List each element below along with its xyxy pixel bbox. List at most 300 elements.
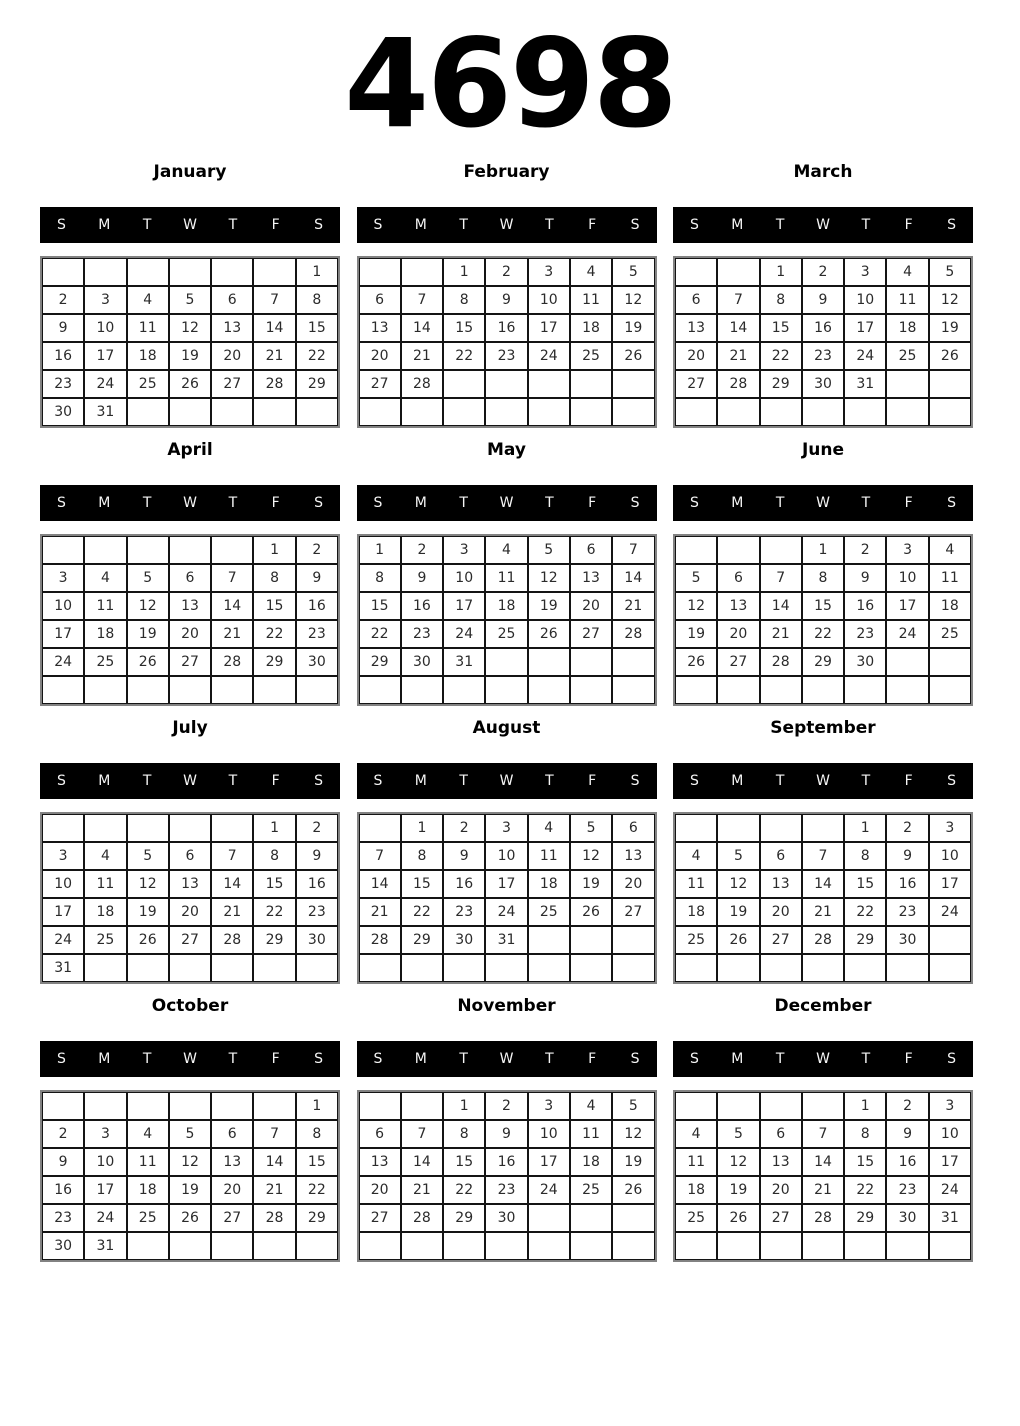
day-cell: 16 [443,870,485,898]
day-cell: 30 [42,398,84,426]
day-cell: 13 [760,870,802,898]
day-cell: 11 [127,314,169,342]
weekday-label: M [731,1051,744,1067]
day-cell: 24 [929,898,971,926]
day-cell: 9 [296,842,338,870]
week-row [675,926,971,954]
year-title: 4698 [344,13,676,155]
day-cell: 7 [211,564,253,592]
day-cell: 3 [485,814,527,842]
day-cell: 5 [169,286,211,314]
month-day-grid [673,256,973,428]
weekday-label: W [183,1051,197,1067]
empty-day-cell [844,954,886,982]
weekday-label: F [904,495,913,511]
empty-day-cell [675,536,717,564]
day-cell: 2 [443,814,485,842]
day-cell: 16 [886,870,928,898]
day-cell: 25 [570,1176,612,1204]
day-cell: 28 [359,926,401,954]
day-cell: 5 [612,258,654,286]
day-cell: 15 [253,592,295,620]
empty-day-cell [401,258,443,286]
empty-day-cell [802,1092,844,1120]
empty-day-cell [675,1092,717,1120]
month-title: June [801,440,845,460]
day-cell: 5 [528,536,570,564]
day-cell: 30 [886,926,928,954]
day-cell: 29 [844,926,886,954]
day-cell: 15 [844,870,886,898]
empty-day-cell [570,398,612,426]
month-november [357,988,657,1262]
week-row [359,592,655,620]
weekday-label: T [775,495,785,511]
weekday-label: M [731,773,744,789]
week-row [42,564,338,592]
day-cell: 8 [253,564,295,592]
day-cell: 31 [485,926,527,954]
day-cell: 16 [886,1148,928,1176]
day-cell: 22 [443,1176,485,1204]
day-cell: 16 [802,314,844,342]
day-cell: 23 [844,620,886,648]
day-cell: 18 [127,342,169,370]
empty-day-cell [127,676,169,704]
empty-day-cell [485,398,527,426]
day-cell: 28 [760,648,802,676]
empty-day-cell [612,398,654,426]
empty-day-cell [84,258,126,286]
empty-day-cell [528,648,570,676]
empty-day-cell [760,1232,802,1260]
weekday-label: W [816,773,830,789]
empty-day-cell [169,398,211,426]
month-day-grid [673,1090,973,1262]
weekday-label: W [816,1051,830,1067]
day-cell: 17 [929,1148,971,1176]
empty-day-cell [929,648,971,676]
weekday-label: S [630,495,640,511]
day-cell: 22 [844,1176,886,1204]
day-cell: 8 [443,286,485,314]
day-cell: 6 [612,814,654,842]
day-cell: 27 [211,370,253,398]
empty-day-cell [401,1092,443,1120]
week-row [675,1092,971,1120]
day-cell: 12 [675,592,717,620]
empty-day-cell [296,676,338,704]
day-cell: 9 [42,314,84,342]
empty-day-cell [612,926,654,954]
month-day-grid [357,812,657,984]
empty-day-cell [844,1232,886,1260]
day-cell: 17 [929,870,971,898]
day-cell: 8 [802,564,844,592]
day-cell: 24 [84,370,126,398]
day-cell: 25 [675,1204,717,1232]
weekday-header-row [673,1041,973,1077]
day-cell: 22 [253,898,295,926]
day-cell: 27 [675,370,717,398]
week-row [42,258,338,286]
empty-day-cell [169,1232,211,1260]
weekday-label: T [545,1051,554,1067]
empty-day-cell [802,814,844,842]
empty-day-cell [485,648,527,676]
week-row [359,814,655,842]
day-cell: 10 [886,564,928,592]
day-cell: 1 [844,1092,886,1120]
day-cell: 28 [717,370,759,398]
day-cell: 18 [485,592,527,620]
weekday-label: M [414,217,427,233]
empty-day-cell [717,536,759,564]
month-title: March [793,162,853,182]
weekday-label: S [56,217,66,233]
day-cell: 10 [929,1120,971,1148]
day-cell: 5 [169,1120,211,1148]
weekday-header-row [357,485,657,521]
week-row [359,926,655,954]
empty-day-cell [169,536,211,564]
weekday-label: S [373,495,383,511]
day-cell: 15 [802,592,844,620]
day-cell: 19 [929,314,971,342]
day-cell: 14 [401,1148,443,1176]
day-cell: 10 [844,286,886,314]
day-cell: 29 [359,648,401,676]
empty-day-cell [570,370,612,398]
week-row [42,286,338,314]
week-row [42,370,338,398]
empty-day-cell [717,676,759,704]
empty-day-cell [675,814,717,842]
empty-day-cell [929,398,971,426]
weekday-label: S [689,773,699,789]
weekday-label: T [545,773,554,789]
day-cell: 1 [443,1092,485,1120]
day-cell: 21 [760,620,802,648]
empty-day-cell [570,1204,612,1232]
day-cell: 20 [359,342,401,370]
day-cell: 14 [211,870,253,898]
weekday-header-row [40,763,340,799]
day-cell: 13 [717,592,759,620]
weekday-label: S [314,773,324,789]
day-cell: 5 [675,564,717,592]
weekday-label: S [947,217,957,233]
weekday-label: F [904,1051,913,1067]
day-cell: 22 [296,342,338,370]
week-row [42,954,338,982]
day-cell: 14 [253,1148,295,1176]
day-cell: 17 [84,1176,126,1204]
month-day-grid [673,534,973,706]
weekday-label: T [861,217,871,233]
day-cell: 20 [570,592,612,620]
day-cell: 9 [886,1120,928,1148]
weekday-label: M [414,773,427,789]
day-cell: 21 [211,898,253,926]
week-row [675,342,971,370]
day-cell: 12 [717,1148,759,1176]
month-february [357,154,657,428]
week-row [675,258,971,286]
day-cell: 30 [802,370,844,398]
week-row [42,1092,338,1120]
day-cell: 18 [929,592,971,620]
day-cell: 9 [485,286,527,314]
day-cell: 15 [443,314,485,342]
week-row [675,370,971,398]
day-cell: 12 [127,592,169,620]
week-row [42,676,338,704]
empty-day-cell [802,398,844,426]
day-cell: 27 [612,898,654,926]
empty-day-cell [359,954,401,982]
empty-day-cell [612,370,654,398]
empty-day-cell [127,398,169,426]
day-cell: 8 [844,1120,886,1148]
empty-day-cell [127,1092,169,1120]
day-cell: 28 [802,926,844,954]
day-cell: 24 [485,898,527,926]
day-cell: 28 [211,926,253,954]
day-cell: 17 [42,620,84,648]
weekday-label: T [228,1051,238,1067]
day-cell: 23 [401,620,443,648]
week-row [359,620,655,648]
weekday-label: T [545,217,554,233]
day-cell: 14 [253,314,295,342]
empty-day-cell [127,1232,169,1260]
day-cell: 5 [570,814,612,842]
empty-day-cell [528,676,570,704]
week-row [359,342,655,370]
week-row [359,314,655,342]
day-cell: 11 [84,870,126,898]
day-cell: 6 [359,286,401,314]
day-cell: 7 [253,286,295,314]
empty-day-cell [253,1092,295,1120]
empty-day-cell [401,676,443,704]
week-row [675,1148,971,1176]
empty-day-cell [570,926,612,954]
empty-day-cell [528,398,570,426]
day-cell: 24 [886,620,928,648]
day-cell: 12 [612,1120,654,1148]
month-march [673,154,973,428]
day-cell: 27 [169,926,211,954]
month-title: January [153,162,227,182]
day-cell: 10 [485,842,527,870]
day-cell: 1 [401,814,443,842]
empty-day-cell [485,954,527,982]
day-cell: 14 [760,592,802,620]
day-cell: 25 [929,620,971,648]
day-cell: 23 [296,620,338,648]
day-cell: 24 [844,342,886,370]
month-title: August [472,718,541,738]
empty-day-cell [760,536,802,564]
day-cell: 8 [359,564,401,592]
day-cell: 4 [127,1120,169,1148]
day-cell: 19 [717,1176,759,1204]
day-cell: 27 [760,926,802,954]
weekday-label: T [142,217,152,233]
weekday-header-row [673,485,973,521]
weekday-label: F [271,495,280,511]
empty-day-cell [443,676,485,704]
day-cell: 3 [42,842,84,870]
day-cell: 2 [485,258,527,286]
day-cell: 7 [401,286,443,314]
day-cell: 31 [929,1204,971,1232]
day-cell: 14 [612,564,654,592]
day-cell: 1 [253,814,295,842]
weekday-label: W [816,495,830,511]
weekday-header-row [40,207,340,243]
empty-day-cell [802,676,844,704]
day-cell: 9 [443,842,485,870]
day-cell: 29 [253,926,295,954]
day-cell: 9 [886,842,928,870]
day-cell: 12 [929,286,971,314]
week-row [359,870,655,898]
day-cell: 17 [844,314,886,342]
month-august [357,710,657,984]
weekday-label: T [775,1051,785,1067]
day-cell: 23 [886,898,928,926]
day-cell: 26 [528,620,570,648]
day-cell: 21 [802,1176,844,1204]
empty-day-cell [211,1092,253,1120]
weekday-label: W [183,217,197,233]
month-day-grid [357,256,657,428]
day-cell: 10 [84,1148,126,1176]
weekday-label: F [588,495,597,511]
day-cell: 26 [717,926,759,954]
empty-day-cell [42,1092,84,1120]
day-cell: 12 [570,842,612,870]
empty-day-cell [296,954,338,982]
empty-day-cell [42,536,84,564]
week-row [42,592,338,620]
empty-day-cell [844,676,886,704]
day-cell: 12 [717,870,759,898]
day-cell: 13 [211,314,253,342]
empty-day-cell [844,398,886,426]
day-cell: 3 [84,286,126,314]
day-cell: 4 [84,842,126,870]
weekday-label: S [689,495,699,511]
empty-day-cell [675,676,717,704]
day-cell: 13 [359,314,401,342]
day-cell: 29 [253,648,295,676]
day-cell: 28 [401,1204,443,1232]
weekday-label: M [98,773,111,789]
day-cell: 19 [675,620,717,648]
empty-day-cell [528,926,570,954]
day-cell: 21 [401,1176,443,1204]
empty-day-cell [359,676,401,704]
empty-day-cell [886,676,928,704]
empty-day-cell [886,954,928,982]
day-cell: 20 [211,1176,253,1204]
week-row [42,842,338,870]
day-cell: 16 [296,592,338,620]
day-cell: 7 [760,564,802,592]
weekday-label: S [947,495,957,511]
empty-day-cell [211,398,253,426]
weekday-label: F [904,217,913,233]
day-cell: 11 [485,564,527,592]
empty-day-cell [760,814,802,842]
day-cell: 21 [717,342,759,370]
week-row [42,648,338,676]
weekday-label: W [499,217,514,233]
month-day-grid [40,1090,340,1262]
day-cell: 21 [401,342,443,370]
day-cell: 18 [570,1148,612,1176]
day-cell: 24 [929,1176,971,1204]
empty-day-cell [42,258,84,286]
empty-day-cell [443,1232,485,1260]
empty-day-cell [211,814,253,842]
empty-day-cell [359,1232,401,1260]
day-cell: 23 [42,1204,84,1232]
day-cell: 29 [844,1204,886,1232]
day-cell: 22 [359,620,401,648]
weekday-label: M [731,217,744,233]
day-cell: 8 [760,286,802,314]
day-cell: 21 [359,898,401,926]
day-cell: 6 [760,1120,802,1148]
day-cell: 22 [802,620,844,648]
empty-day-cell [169,676,211,704]
weekday-label: S [314,495,324,511]
day-cell: 19 [717,898,759,926]
day-cell: 1 [296,258,338,286]
day-cell: 6 [169,842,211,870]
week-row [42,536,338,564]
empty-day-cell [127,536,169,564]
weekday-label: S [689,1051,699,1067]
week-row [675,592,971,620]
empty-day-cell [211,1232,253,1260]
empty-day-cell [443,370,485,398]
empty-day-cell [886,370,928,398]
weekday-label: W [816,217,830,233]
day-cell: 2 [485,1092,527,1120]
day-cell: 18 [570,314,612,342]
day-cell: 16 [485,1148,527,1176]
month-title: December [774,996,872,1016]
weekday-label: T [142,1051,152,1067]
weekday-label: S [56,495,66,511]
day-cell: 27 [760,1204,802,1232]
day-cell: 23 [42,370,84,398]
day-cell: 26 [169,1204,211,1232]
weekday-label: F [271,773,280,789]
day-cell: 1 [296,1092,338,1120]
week-row [359,286,655,314]
week-row [42,1148,338,1176]
day-cell: 2 [42,1120,84,1148]
day-cell: 12 [528,564,570,592]
day-cell: 4 [528,814,570,842]
